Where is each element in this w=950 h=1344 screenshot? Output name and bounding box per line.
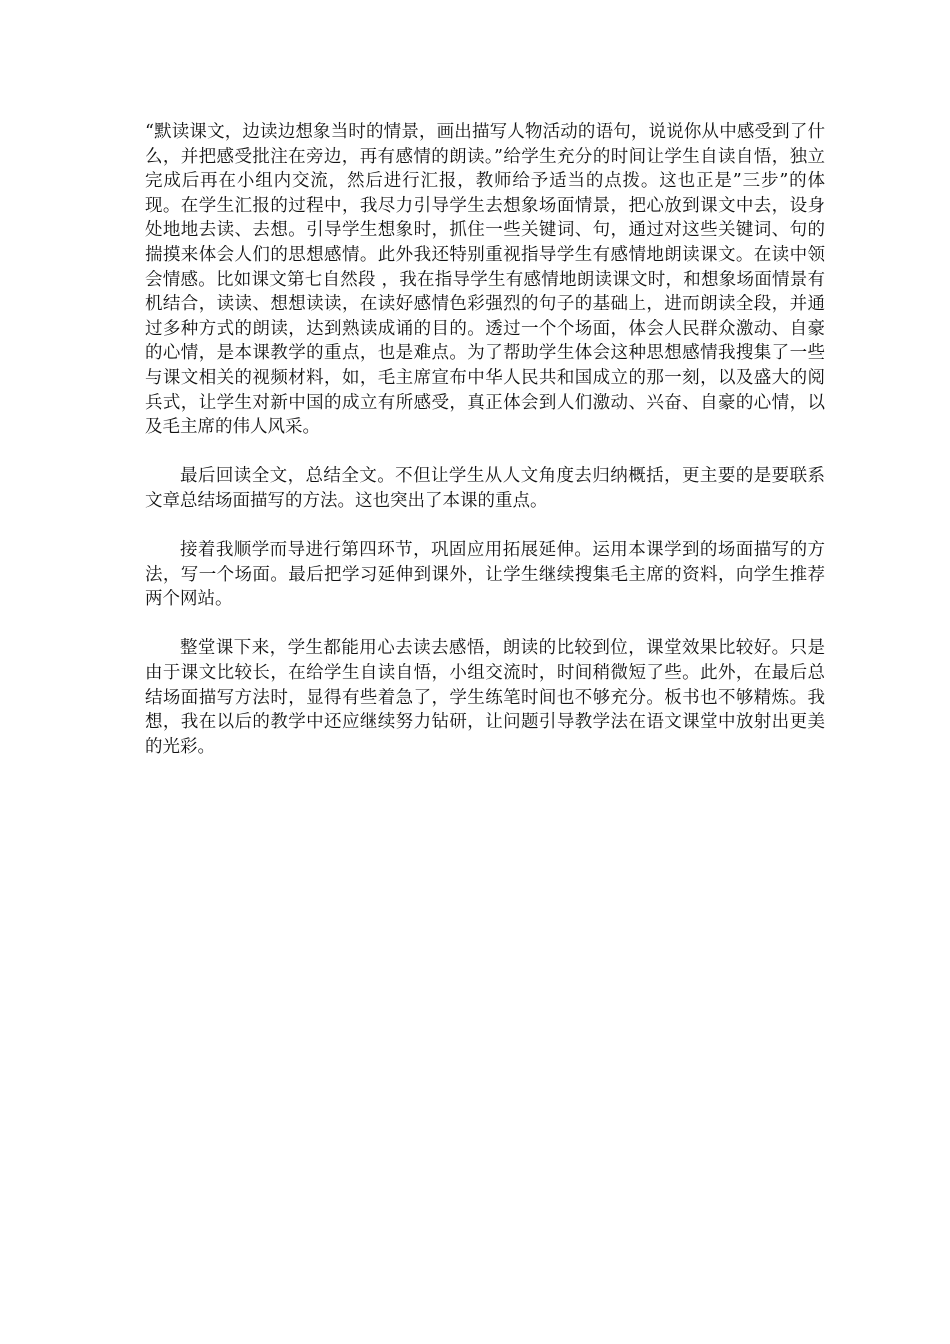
paragraph-3: 接着我顺学而导进行第四环节，巩固应用拓展延伸。运用本课学到的场面描写的方法，写一个场面。最后把学习延伸到课外，让学生继续搜集毛主席的资料，向学生推荐两个网站。 [145, 540, 825, 610]
paragraph-1: “默读课文，边读边想象当时的情景，画出描写人物活动的语句，说说你从中感受到了什么，并把感受批注在旁边，再有感情的朗读。”给学生充分的时间让学生自读自悟，独立完成后再在小组内交流，然后进行汇报，教师给予适当的点拨。这也正是”三步”的体现。在学生汇报的过程中，我尽力引导学生去想象场面情景，把心放到课文中去，设身处地地去读、去想。引导学生想象时，抓住一些关键词、句，通过对这些关键词、句的揣摸来体会人们的思想感情。此外我还特别重视指导学生有感情地朗读课文。在读中领会情感。比如课文第七自然段 ，我在指导学生有感情地朗读课文时，和想象场面情景有机结合，读读、想想读读，在读好感情色彩强烈的句子的基础上，进而朗读全段，并通过多种方式的朗读，达到熟读成诵的目的。透过一个个场面，体会人民群众激动、自豪的心情，是本课教学的重点，也是难点。为了帮助学生体会这种思想感情我搜集了一些与课文相关的视频材料，如，毛主席宣布中华人民共和国成立的那一刻，以及盛大的阅兵式，让学生对新中国的成立有所感受，真正体会到人们激动、兴奋、自豪的心情，以及毛主席的伟人风采。 [145, 122, 825, 438]
paragraph-4: 整堂课下来，学生都能用心去读去感悟，朗读的比较到位，课堂效果比较好。只是由于课文比较长，在给学生自读自悟，小组交流时，时间稍微短了些。此外，在最后总结场面描写方法时，显得有些着急了，学生练笔时间也不够充分。板书也不够精炼。我想，我在以后的教学中还应继续努力钻研，让问题引导教学法在语文课堂中放射出更美的光彩。 [145, 638, 825, 757]
document-body [145, 120, 825, 759]
paragraph-2: 最后回读全文，总结全文。不但让学生从人文角度去归纳概括，更主要的是要联系文章总结场面描写的方法。这也突出了本课的重点。 [145, 466, 825, 511]
